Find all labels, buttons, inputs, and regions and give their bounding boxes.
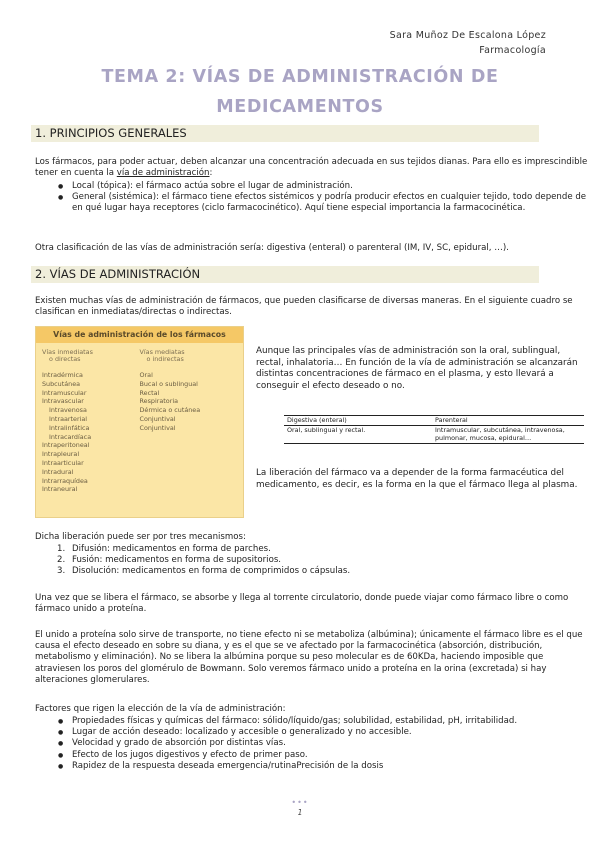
author-name: Sara Muñoz De Escalona López — [389, 30, 546, 41]
intro-text-b: : — [209, 168, 213, 179]
mechanisms-intro: Dicha liberación puede ser por tres mecanismos: — [35, 532, 246, 542]
footer-dots: ••• — [291, 798, 309, 807]
factors-list — [35, 716, 591, 772]
route-item: Intraarterial — [49, 414, 88, 423]
list-item: ● Lugar de acción deseado: localizado y accesible o generalizado y no accesible. — [35, 727, 591, 738]
subject-name: Farmacología — [479, 45, 546, 56]
route-item: Subcutánea — [42, 379, 81, 388]
route-item: Oral — [139, 371, 153, 379]
route-item: Intradérmica — [42, 371, 83, 379]
route-item: Intradural — [42, 467, 74, 476]
section-heading-vias: 2. VÍAS DE ADMINISTRACIÓN — [31, 266, 539, 283]
route-item: Intraarticular — [42, 458, 84, 467]
route-item: Dérmica o cutánea — [139, 406, 201, 415]
page-title — [0, 62, 600, 122]
route-item: Rectal — [139, 388, 160, 397]
list-item: ● Efecto de los jugos digestivos y efecto de primer paso. — [35, 750, 591, 761]
title-line-1: TEMA 2: VÍAS DE ADMINISTRACIÓN DE — [101, 67, 499, 87]
route-item: Intralinfática — [49, 423, 90, 432]
list-item: ● Velocidad y grado de absorción por distintas vías. — [35, 738, 591, 749]
route-item: Bucal o sublingual — [139, 379, 198, 388]
route-item: Intravascular — [42, 397, 84, 406]
route-item: Intracardíaca — [49, 432, 92, 441]
list-item: ● Rapidez de la respuesta deseada emergencia/rutinaPrecisión de la dosis — [35, 761, 591, 772]
direct-routes-column — [42, 349, 140, 494]
table-row — [284, 426, 584, 443]
table-title: Vías de administración de los fármacos — [36, 327, 243, 343]
route-item: Conjuntival — [139, 423, 176, 432]
title-line-2: MEDICAMENTOS — [216, 97, 384, 117]
intro-underlined-term: vía de administración — [116, 168, 210, 179]
factors-intro: Factores que rigen la elección de la vía de administración: — [35, 704, 286, 714]
table-header-row — [284, 416, 584, 426]
page-number: 1 — [297, 808, 303, 817]
list-item: ● Propiedades físicas y químicas del fármaco: sólido/líquido/gas; solubilidad, estabilidad, pH, irritabilidad. — [35, 716, 591, 727]
route-item: Intravenosa — [49, 406, 87, 415]
route-item: Intrapleural — [42, 450, 80, 459]
release-text: La liberación del fármaco va a depender de la forma farmacéutica del medicamento, es decir, es la forma en la que el fármaco llega al plasma. — [256, 468, 578, 490]
section-heading-principios: 1. PRINCIPIOS GENERALES — [31, 125, 539, 142]
header-parenteral: Parenteral — [435, 416, 468, 424]
routes-classification-table — [35, 326, 244, 518]
indirect-routes-column — [140, 349, 238, 494]
other-classification: Otra clasificación de las vías de administración sería: digestiva (enteral) o parenteral (IM, IV, SC, epidural, …). — [35, 243, 509, 253]
header-enteral: Digestiva (enteral) — [287, 416, 347, 424]
list-item: 1. Difusión: medicamentos en forma de parches. — [57, 544, 271, 554]
route-item: Intraneural — [42, 485, 78, 494]
document-header — [390, 28, 546, 58]
cell-parenteral: Intramuscular, subcutánea, intravenosa, pulmonar, mucosa, epidural… — [435, 425, 565, 443]
route-item: Intramuscular — [42, 388, 87, 397]
column-header: Vías mediatas o indirectas — [139, 348, 185, 363]
route-item: Intraperitoneal — [42, 441, 90, 450]
route-item: Respiratoria — [139, 397, 179, 406]
section1-intro — [35, 157, 591, 179]
column-header: Vías inmediatas o directas — [42, 348, 93, 363]
list-item: 2. Fusión: medicamentos en forma de supositorios. — [57, 555, 282, 566]
protein-binding-paragraph: El unido a proteína solo sirve de transporte, no tiene efecto ni se metaboliza (albúmina); únicamente el fármaco libre es el que causa el efecto deseado en sobre su diana, y es el que se ve afectado por la farmacocinética (absorción, distribución, metabolismo y eliminación). No se libera la albúmina porque su peso molecular es de 60KDa, haciendo imposible que atraviesen los poros del glomérulo de Bowmann. Solo veremos fármaco unido a proteína en la orina (excretada) si hay alteraciones glomerulares. — [35, 630, 583, 685]
direct-routes-list — [42, 371, 140, 494]
absorption-paragraph: Una vez que se libera el fármaco, se absorbe y llega al torrente circulatorio, donde puede viajar como fármaco libre o como fármaco unido a proteína. — [35, 593, 569, 615]
indirect-routes-list — [140, 371, 238, 433]
cell-enteral: Oral, sublingual y rectal. — [287, 425, 366, 434]
mechanisms-list — [35, 544, 591, 578]
main-routes-text: Aunque las principales vías de administración son la oral, sublingual, rectal, inhalatoria… En función de la vía de administración se alcanzarán distintas concentraciones de fármaco en el plasma, y esto llevará a conseguir el efecto deseado o no. — [256, 346, 578, 391]
list-item: ● Local (tópica): el fármaco actúa sobre el lugar de administración. — [35, 181, 591, 192]
intro-text-a: Los fármacos, para poder actuar, deben alcanzar una concentración adecuada en sus tejidos dianas. Para ello es imprescindible tener en cuenta la — [35, 157, 588, 179]
enteral-parenteral-table — [284, 415, 584, 444]
administration-type-list — [35, 181, 591, 215]
route-item: Intrarraquídea — [42, 476, 88, 485]
list-item: ● General (sistémica): el fármaco tiene efectos sistémicos y podría producir efectos en cualquier tejido, todo depende de en qué lugar haya receptores (ciclo farmacocinético). Aquí tiene especial importancia la farmacocinética. — [35, 192, 591, 214]
route-item: Conjuntival — [139, 414, 176, 423]
list-item: 3. Disolución: medicamentos en forma de comprimidos o cápsulas. — [57, 566, 351, 577]
section2-intro: Existen muchas vías de administración de fármacos, que pueden clasificarse de diversas maneras. En el siguiente cuadro se clasifican en inmediatas/directas o indirectas. — [35, 296, 573, 318]
